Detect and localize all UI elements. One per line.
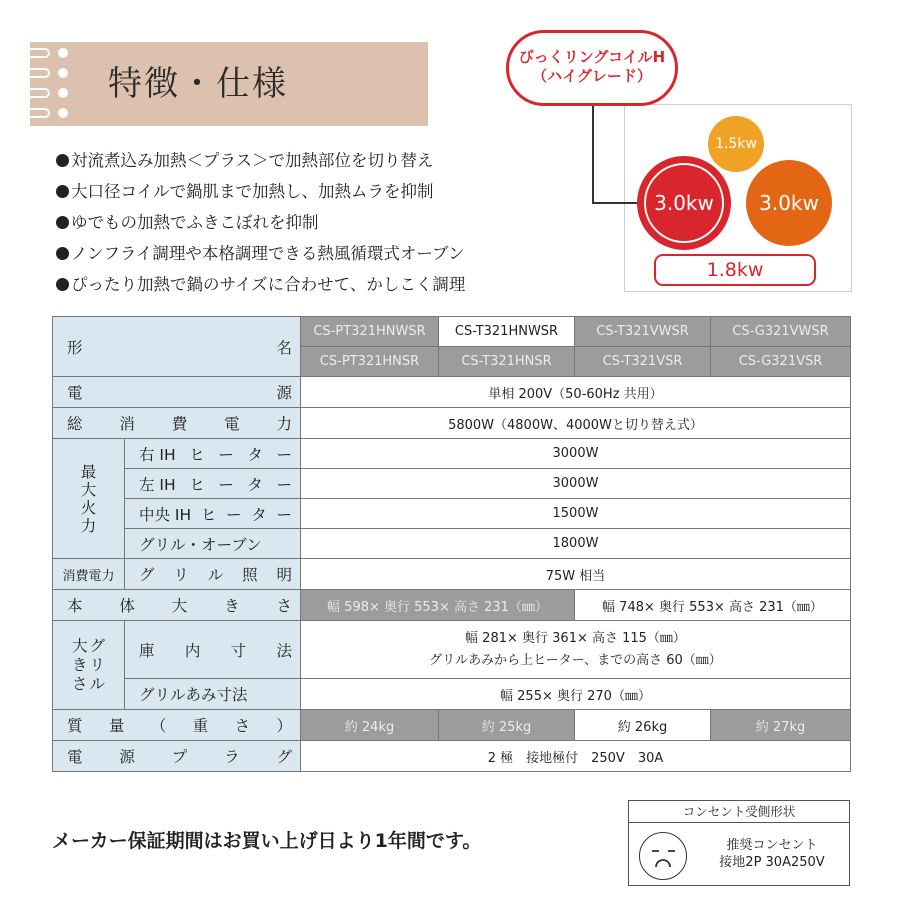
weight-cell: 約 26kg	[575, 710, 711, 741]
bullet-icon	[56, 216, 69, 229]
center-ih-value: 1500W	[301, 499, 851, 529]
outlet-face-icon	[639, 832, 687, 880]
body-size-header: 本 体 大 き さ	[53, 590, 301, 621]
model-cell: CS-PT321HNSR	[301, 347, 439, 377]
feature-item: 対流煮込み加熱＜プラス＞で加熱部位を切り替え	[56, 150, 576, 181]
grill-size-group: 大 き さ グ リ ル	[53, 621, 125, 710]
total-power-value: 5800W（4800W、4000Wと切り替え式）	[301, 408, 851, 439]
binder-hole	[58, 108, 68, 118]
model-cell: CS-G321VSR	[711, 347, 851, 377]
leader-line	[592, 104, 594, 204]
grate-header: グリルあみ寸法	[125, 679, 301, 710]
center-ih-header: 中央 IH ヒ ー タ ー	[125, 499, 301, 529]
binder-hole	[58, 48, 68, 58]
total-power-header: 総 消 費 電 力	[53, 408, 301, 439]
outlet-title: コンセント受側形状	[629, 801, 849, 823]
binder-ring-icon	[30, 88, 50, 98]
model-cell: CS-T321VWSR	[575, 317, 711, 347]
grill-oven-value: 1800W	[301, 529, 851, 559]
binder-ring-icon	[30, 48, 50, 58]
power-header: 電 源	[53, 377, 301, 408]
body-size-narrow: 幅 598× 奥行 553× 高さ 231（㎜）	[301, 590, 575, 621]
left-ih-header: 左 IH ヒ ー タ ー	[125, 469, 301, 499]
feature-item: ゆでもの加熱でふきこぼれを抑制	[56, 212, 576, 243]
right-ih-value: 3000W	[301, 439, 851, 469]
leader-line	[592, 202, 642, 204]
interior-value: 幅 281× 奥行 361× 高さ 115（㎜） グリルあみから上ヒーター、までの高さ 60（㎜）	[301, 621, 851, 679]
feature-item: 大口径コイルで鍋肌まで加熱し、加熱ムラを抑制	[56, 181, 576, 212]
outlet-spec: 推奨コンセント 接地2P 30A250V	[719, 838, 825, 870]
model-cell: CS-T321HNWSR	[439, 317, 575, 347]
binder-ring-icon	[30, 108, 50, 118]
grate-value: 幅 255× 奥行 270（㎜）	[301, 679, 851, 710]
plug-header: 電 源 プ ラ グ	[53, 741, 301, 772]
binder-hole	[58, 68, 68, 78]
bullet-icon	[56, 278, 69, 291]
consumption-header: 消費電力	[53, 559, 125, 590]
feature-item: ぴったり加熱で鍋のサイズに合わせて、かしこく調理	[56, 274, 576, 305]
feature-list	[56, 150, 576, 305]
plug-value: 2 極 接地極付 250V 30A	[301, 741, 851, 772]
max-power-group: 最 大 火 力	[53, 439, 125, 559]
model-cell: CS-T321HNSR	[439, 347, 575, 377]
bullet-icon	[56, 154, 69, 167]
spec-table	[52, 316, 851, 772]
page-title: 特徴・仕様	[108, 64, 288, 104]
coil-callout: びっくリングコイルH （ハイグレード）	[506, 30, 678, 106]
model-cell: CS-T321VSR	[575, 347, 711, 377]
grill-indicator: 1.8kw	[654, 254, 816, 286]
left-ih-value: 3000W	[301, 469, 851, 499]
right-burner: 3.0kw	[746, 160, 832, 246]
warranty-note: メーカー保証期間はお買い上げ日より1年間です。	[52, 830, 482, 852]
bullet-icon	[56, 185, 69, 198]
body-size-wide: 幅 748× 奥行 553× 高さ 231（㎜）	[575, 590, 851, 621]
weight-header: 質 量 （ 重 さ ）	[53, 710, 301, 741]
grill-oven-header: グリル・オーブン	[125, 529, 301, 559]
binder-ring-icon	[30, 68, 50, 78]
outlet-box	[628, 800, 850, 886]
title-banner	[30, 42, 428, 126]
grill-light-value: 75W 相当	[301, 559, 851, 590]
grill-light-header: グ リ ル 照 明	[125, 559, 301, 590]
left-burner: 3.0kw	[637, 156, 731, 250]
weight-cell: 約 27kg	[711, 710, 851, 741]
right-ih-header: 右 IH ヒ ー タ ー	[125, 439, 301, 469]
binder-hole	[58, 88, 68, 98]
weight-cell: 約 25kg	[439, 710, 575, 741]
feature-item: ノンフライ調理や本格調理できる熱風循環式オーブン	[56, 243, 576, 274]
bullet-icon	[56, 247, 69, 260]
center-burner: 1.5kw	[708, 116, 764, 172]
interior-header: 庫 内 寸 法	[125, 621, 301, 679]
model-header: 形 名	[53, 317, 301, 377]
power-value: 単相 200V（50-60Hz 共用）	[301, 377, 851, 408]
coil-ring-icon	[644, 163, 724, 243]
model-cell: CS-PT321HNWSR	[301, 317, 439, 347]
weight-cell: 約 24kg	[301, 710, 439, 741]
model-cell: CS-G321VWSR	[711, 317, 851, 347]
